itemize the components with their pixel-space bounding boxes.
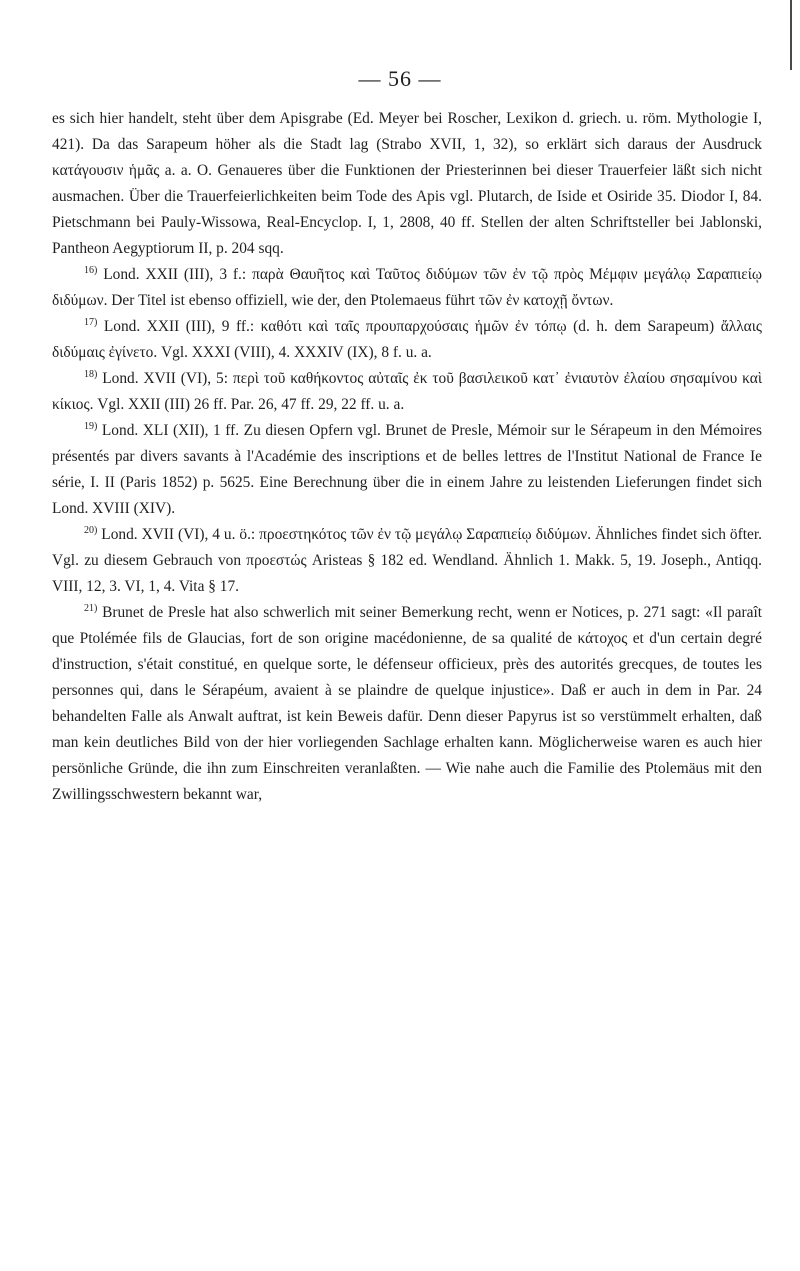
footnote-20	[52, 522, 762, 600]
footnote-19	[52, 418, 762, 522]
body-text	[52, 106, 762, 808]
footnote-marker: 21)	[84, 602, 98, 614]
footnote-text: Lond. XLI (XII), 1 ff. Zu diesen Opfern vgl. Brunet de Presle, Mémoir sur le Sérapeum in den Mémoires présentés par divers savants à l'Académie des inscriptions et de belles lettres de l'Institut National de France Ie série, I. II (Paris 1852) p. 5625. Eine Berechnung über die in einem Jahre zu leistenden Lieferungen findet sich Lond. XVIII (XIV).	[52, 422, 762, 517]
footnote-17	[52, 314, 762, 366]
footnote-text: Lond. XXII (III), 9 ff.: καθότι καὶ ταῖς προυπαρχούσαις ἡμῶν ἐν τόπῳ (d. h. dem Sarapeum) ἄλλαις διδύμαις ἐγίνετο. Vgl. XXXI (VIII), 4. XXXIV (IX), 8 f. u. a.	[52, 318, 762, 361]
footnote-marker: 19)	[84, 420, 98, 432]
footnote-21	[52, 600, 762, 808]
footnote-marker: 17)	[84, 316, 98, 328]
footnote-16	[52, 262, 762, 314]
paragraph-continuation	[52, 106, 762, 262]
footnote-text: Lond. XXII (III), 3 f.: παρὰ Θαυῆτος καὶ Ταῦτος διδύμων τῶν ἐν τῷ πρὸς Μέμφιν μεγάλῳ Σαραπιείῳ διδύμων. Der Titel ist ebenso offiziell, wie der, den Ptolemaeus führt τῶν ἐν κατοχῇ ὄντων.	[52, 266, 762, 309]
footnote-marker: 16)	[84, 264, 98, 276]
page-number: — 56 —	[358, 66, 442, 91]
paragraph-text: es sich hier handelt, steht über dem Apisgrabe (Ed. Meyer bei Roscher, Lexikon d. griech. u. röm. Mythologie I, 421). Da das Sarapeum höher als die Stadt lag (Strabo XVII, 1, 32), so erklärt sich daraus der Ausdruck κατάγουσιν ἡμᾶς a. a. O. Genaueres über die Funktionen der Priesterinnen bei dieser Trauerfeier läßt sich nicht ausmachen. Über die Trauerfeierlichkeiten beim Tode des Apis vgl. Plutarch, de Iside et Osiride 35. Diodor I, 84. Pietschmann bei Pauly-Wissowa, Real-Encyclop. I, 1, 2808, 40 ff. Stellen der alten Schriftsteller bei Jablonski, Pantheon Aegyptiorum II, p. 204 sqq.	[52, 110, 762, 257]
footnote-marker: 18)	[84, 368, 98, 380]
footnote-18	[52, 366, 762, 418]
footnote-marker: 20)	[84, 524, 98, 536]
footnote-text: Lond. XVII (VI), 5: περὶ τοῦ καθήκοντος αὐταῖς ἐκ τοῦ βασιλεικοῦ κατ᾽ ἐνιαυτὸν ἐλαίου σησαμίνου καὶ κίκιος. Vgl. XXII (III) 26 ff. Par. 26, 47 ff. 29, 22 ff. u. a.	[52, 370, 762, 413]
page-edge-line	[790, 0, 792, 70]
footnote-text: Brunet de Presle hat also schwerlich mit seiner Bemerkung recht, wenn er Notices, p. 271 sagt: «Il paraît que Ptolémée fils de Glaucias, fort de son origine macédonienne, de sa qualité de κάτοχος et d'un certain degré d'instruction, s'était constitué, en quelque sorte, le défenseur officieux, près des autorités grecques, de toutes les personnes qui, dans le Sérapéum, avaient à se plaindre de quelque injustice». Daß er auch in dem in Par. 24 behandelten Falle als Anwalt auftrat, ist kein Beweis dafür. Denn dieser Papyrus ist so verstümmelt erhalten, daß man kein deutliches Bild von der hier vorliegenden Sachlage erhalten kann. Möglicherweise waren es auch hier persönliche Gründe, die ihn zum Einschreiten veranlaßten. — Wie nahe auch die Familie des Ptolemäus mit den Zwillingsschwestern bekannt war,	[52, 604, 762, 803]
footnote-text: Lond. XVII (VI), 4 u. ö.: προεστηκότος τῶν ἐν τῷ μεγάλῳ Σαραπιείῳ διδύμων. Ähnliches findet sich öfter. Vgl. zu diesem Gebrauch von προεστώς Aristeas § 182 ed. Wendland. Ähnlich 1. Makk. 5, 19. Joseph., Antiqq. VIII, 12, 3. VI, 1, 4. Vita § 17.	[52, 526, 762, 595]
